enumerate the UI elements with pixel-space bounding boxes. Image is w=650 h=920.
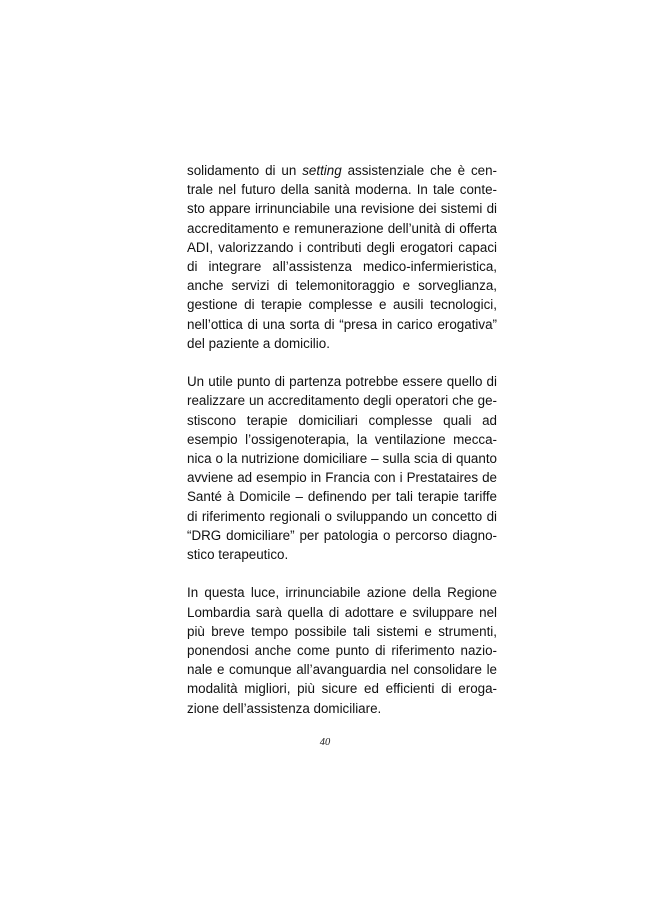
text-line: ADI, valorizzando i contributi degli erogatori capaci (187, 239, 497, 255)
text-line: nica o la nutrizione domiciliare – sulla scia di quanto (187, 451, 497, 467)
text-line: trale nel futuro della sanità moderna. In tale conte- (187, 182, 497, 198)
text-line: anche servizi di telemonitoraggio e sorveglianza, (187, 278, 497, 294)
text-line: nell’ottica di una sorta di “presa in carico erogativa” (187, 316, 497, 332)
page-number: 40 (319, 737, 331, 748)
text-line: di riferimento regionali o sviluppando un concetto di (187, 508, 497, 524)
text-line: solidamento di un setting assistenziale che è cen- (187, 163, 497, 178)
paragraph-3 (187, 583, 497, 717)
text-line: ponendosi anche come punto di riferimento nazio- (187, 643, 497, 659)
text-line: accreditamento e remunerazione dell’unità di offerta (187, 220, 497, 236)
text-line: Lombardia sarà quella di adottare e sviluppare nel (187, 604, 497, 620)
paragraph-2 (187, 372, 497, 564)
emphasis-setting: setting (302, 163, 342, 178)
text-line: esempio l’ossigenoterapia, la ventilazione mecca- (187, 431, 497, 447)
text-line: Un utile punto di partenza potrebbe essere quello di (187, 374, 497, 390)
text-line: zione dell’assistenza domiciliare. (187, 700, 382, 716)
text-line: gestione di terapie complesse e ausili tecnologici, (187, 297, 497, 313)
text-line: “DRG domiciliare” per patologia o percorso diagno- (187, 527, 497, 543)
text-line: del paziente a domicilio. (187, 335, 330, 351)
text-line: di integrare all’assistenza medico-infermieristica, (187, 259, 497, 275)
text-line: stico terapeutico. (187, 547, 289, 563)
text-line: realizzare un accreditamento degli operatori che ge- (187, 393, 497, 409)
text-line: sto appare irrinunciabile una revisione dei sistemi di (187, 201, 497, 217)
text-line: avviene ad esempio in Francia con i Prestataires de (187, 470, 497, 486)
paragraph-1 (187, 161, 497, 353)
body-text (187, 161, 497, 737)
text-line: Santé à Domicile – definendo per tali terapie tariffe (187, 489, 497, 505)
text-line: modalità migliori, più sicure ed efficienti di eroga- (187, 681, 497, 697)
text-line: più breve tempo possibile tali sistemi e strumenti, (187, 623, 497, 639)
text-line: nale e comunque all’avanguardia nel consolidare le (187, 662, 497, 678)
text-line: stiscono terapie domiciliari complesse quali ad (187, 412, 497, 428)
text-line: In questa luce, irrinunciabile azione della Regione (187, 585, 497, 601)
